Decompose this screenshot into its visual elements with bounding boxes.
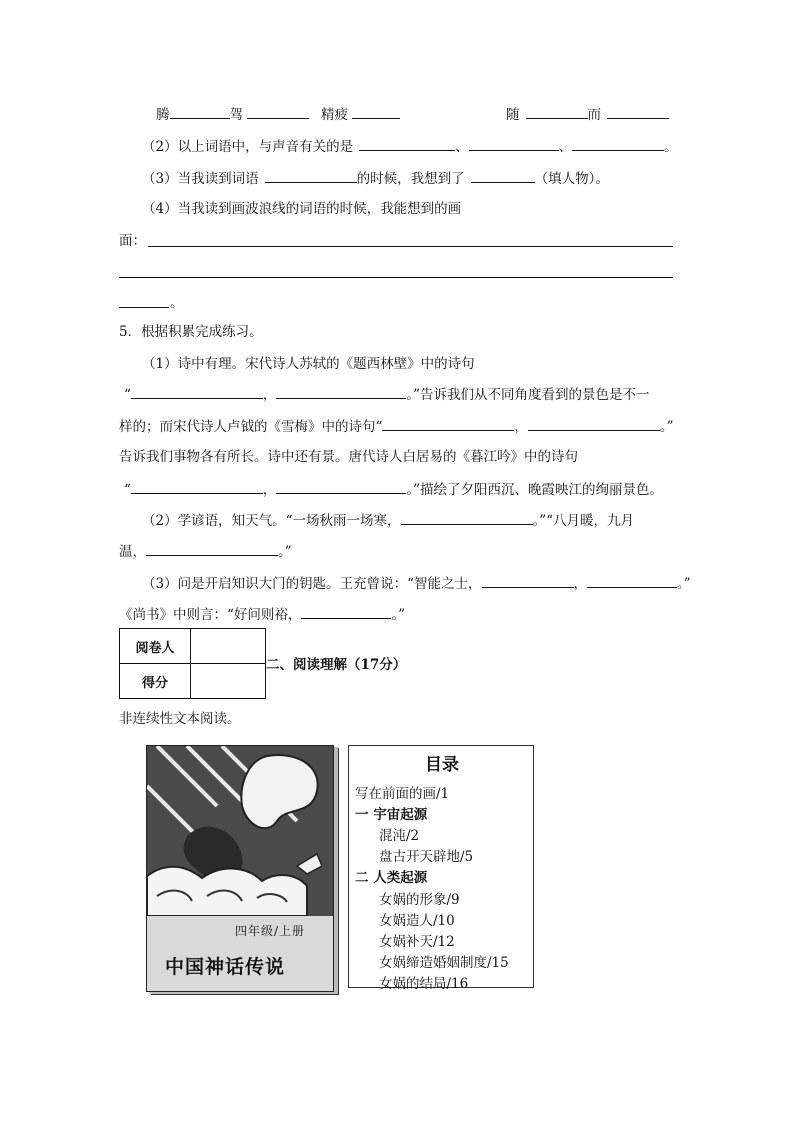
blank[interactable] xyxy=(607,104,669,119)
blank[interactable] xyxy=(352,104,400,119)
q5-part1-line3-text: 样的；而宋代诗人卢钺的《雪梅》中的诗句“ xyxy=(119,419,383,435)
q5-part1-line5-text: 。”描绘了夕阳西沉、晚霞映江的绚丽景色。 xyxy=(406,482,664,498)
q5-part2 xyxy=(142,510,634,531)
blank[interactable] xyxy=(482,573,574,588)
q5-part3-text: （3）问是开启知识大门的钥匙。王充曾说：“智能之士， xyxy=(142,576,482,592)
word-teng: 腾 xyxy=(156,107,170,123)
separator: 、 xyxy=(455,139,469,155)
toc-item: 女娲补天/12 xyxy=(379,934,455,950)
q4-part3-text: （3）当我读到词语 xyxy=(142,171,259,187)
blank[interactable] xyxy=(587,573,677,588)
blank[interactable] xyxy=(131,384,263,399)
comma: ， xyxy=(262,482,277,498)
blank[interactable] xyxy=(526,104,588,119)
reading-intro: 非连续性文本阅读。 xyxy=(119,711,241,727)
q4-part4-cont: 面： xyxy=(119,233,146,249)
word-sui: 随 xyxy=(506,107,520,123)
toc-item: 女娲缔造婚姻制度/15 xyxy=(379,955,509,971)
blank[interactable] xyxy=(382,416,514,431)
section2-title: 二、阅读理解（17分） xyxy=(266,657,407,673)
toc-chapter: 二 人类起源 xyxy=(355,870,428,886)
q5-part3-line2 xyxy=(119,604,405,625)
blank[interactable] xyxy=(528,416,660,431)
q5-part2-line2 xyxy=(119,541,292,562)
q5-part2-line2-text: 温， xyxy=(119,544,146,560)
q4-row1 xyxy=(156,104,400,125)
q4-part3-end: （填人物）。 xyxy=(534,171,609,187)
blank[interactable] xyxy=(572,136,664,151)
q5-part1-line2 xyxy=(124,384,650,405)
q4-part2-text: （2）以上词语中，与声音有关的是 xyxy=(142,139,354,155)
toc-item: 盘古开天辟地/5 xyxy=(379,849,474,865)
q4-part4: （4）当我读到画波浪线的词语的时候，我能想到的画 xyxy=(142,201,462,217)
q5-part1-intro: （1）诗中有理。宋代诗人苏轼的《题西林壁》中的诗句 xyxy=(142,356,475,372)
toc-chapter: 一 宇宙起源 xyxy=(355,807,428,823)
close-quote: 。” xyxy=(391,607,406,623)
q5-part1-line5 xyxy=(124,479,663,500)
blank[interactable] xyxy=(401,510,533,525)
q5-title: 5．根据积累完成练习。 xyxy=(119,324,263,340)
q4-part3-mid: 的时候，我想到了 xyxy=(356,171,465,187)
score-label: 得分 xyxy=(120,664,191,699)
comma: ， xyxy=(262,387,277,403)
q5-part2-mid: 。”“八月暖，九月 xyxy=(532,513,635,529)
comma: ， xyxy=(514,419,528,435)
blank[interactable] xyxy=(469,136,559,151)
blank[interactable] xyxy=(471,168,535,183)
blank[interactable] xyxy=(276,479,406,494)
q5-part1-line3 xyxy=(119,416,674,437)
close-quote: 。” xyxy=(677,576,691,592)
blank[interactable] xyxy=(131,479,263,494)
word-jingpi: 精疲 xyxy=(321,107,348,123)
q5-part2-text: （2）学谚语，知天气。“一场秋雨一场寒， xyxy=(142,513,401,529)
toc-item: 女娲的形象/9 xyxy=(379,892,460,908)
separator: 、 xyxy=(558,139,573,155)
blank[interactable] xyxy=(170,104,230,119)
reviewer-label: 阅卷人 xyxy=(120,629,191,664)
blank[interactable] xyxy=(146,541,278,556)
blank[interactable] xyxy=(265,168,357,183)
period: 。 xyxy=(664,139,678,155)
toc-item: 写在前面的画/1 xyxy=(355,786,450,802)
period: 。 xyxy=(170,295,184,311)
toc-item: 混沌/2 xyxy=(379,828,420,844)
comma: ， xyxy=(573,576,587,592)
close-quote: 。” xyxy=(659,419,674,435)
q5-part1-line4: 告诉我们事物各有所长。诗中还有景。唐代诗人白居易的《暮江吟》中的诗句 xyxy=(119,449,578,465)
table-of-contents xyxy=(348,745,534,992)
q4-part2 xyxy=(142,136,678,157)
open-quote: “ xyxy=(124,482,131,498)
toc-item: 女娲造人/10 xyxy=(379,913,455,929)
reviewer-cell[interactable] xyxy=(191,629,266,664)
q4-part3 xyxy=(142,168,609,189)
q5-part1-line2-text: 。”告诉我们从不同角度看到的景色是不一 xyxy=(406,387,650,403)
blank[interactable] xyxy=(301,604,391,619)
blank[interactable] xyxy=(247,104,309,119)
word-er: 而 xyxy=(587,107,601,123)
q5-part3-line2-text: 《尚书》中则言：“好问则裕， xyxy=(119,607,302,623)
score-cell[interactable] xyxy=(191,664,266,699)
answer-line[interactable] xyxy=(119,307,169,308)
book-cover xyxy=(146,745,334,992)
cover-title: 中国神话传说 xyxy=(165,956,286,978)
blank[interactable] xyxy=(359,136,455,151)
toc-title: 目录 xyxy=(425,755,459,775)
q5-part3 xyxy=(142,573,691,594)
cover-grade: 四年级/上册 xyxy=(235,924,306,938)
open-quote: “ xyxy=(124,387,131,403)
toc-item: 女娲的结局/16 xyxy=(379,976,469,992)
blank[interactable] xyxy=(276,384,406,399)
score-table xyxy=(119,628,266,699)
myth-illustration xyxy=(147,746,333,916)
q4-row1-right xyxy=(506,104,669,125)
answer-line[interactable] xyxy=(119,277,673,278)
close-quote: 。” xyxy=(278,544,292,560)
answer-line[interactable] xyxy=(148,246,673,247)
word-jia: 驾 xyxy=(229,107,243,123)
